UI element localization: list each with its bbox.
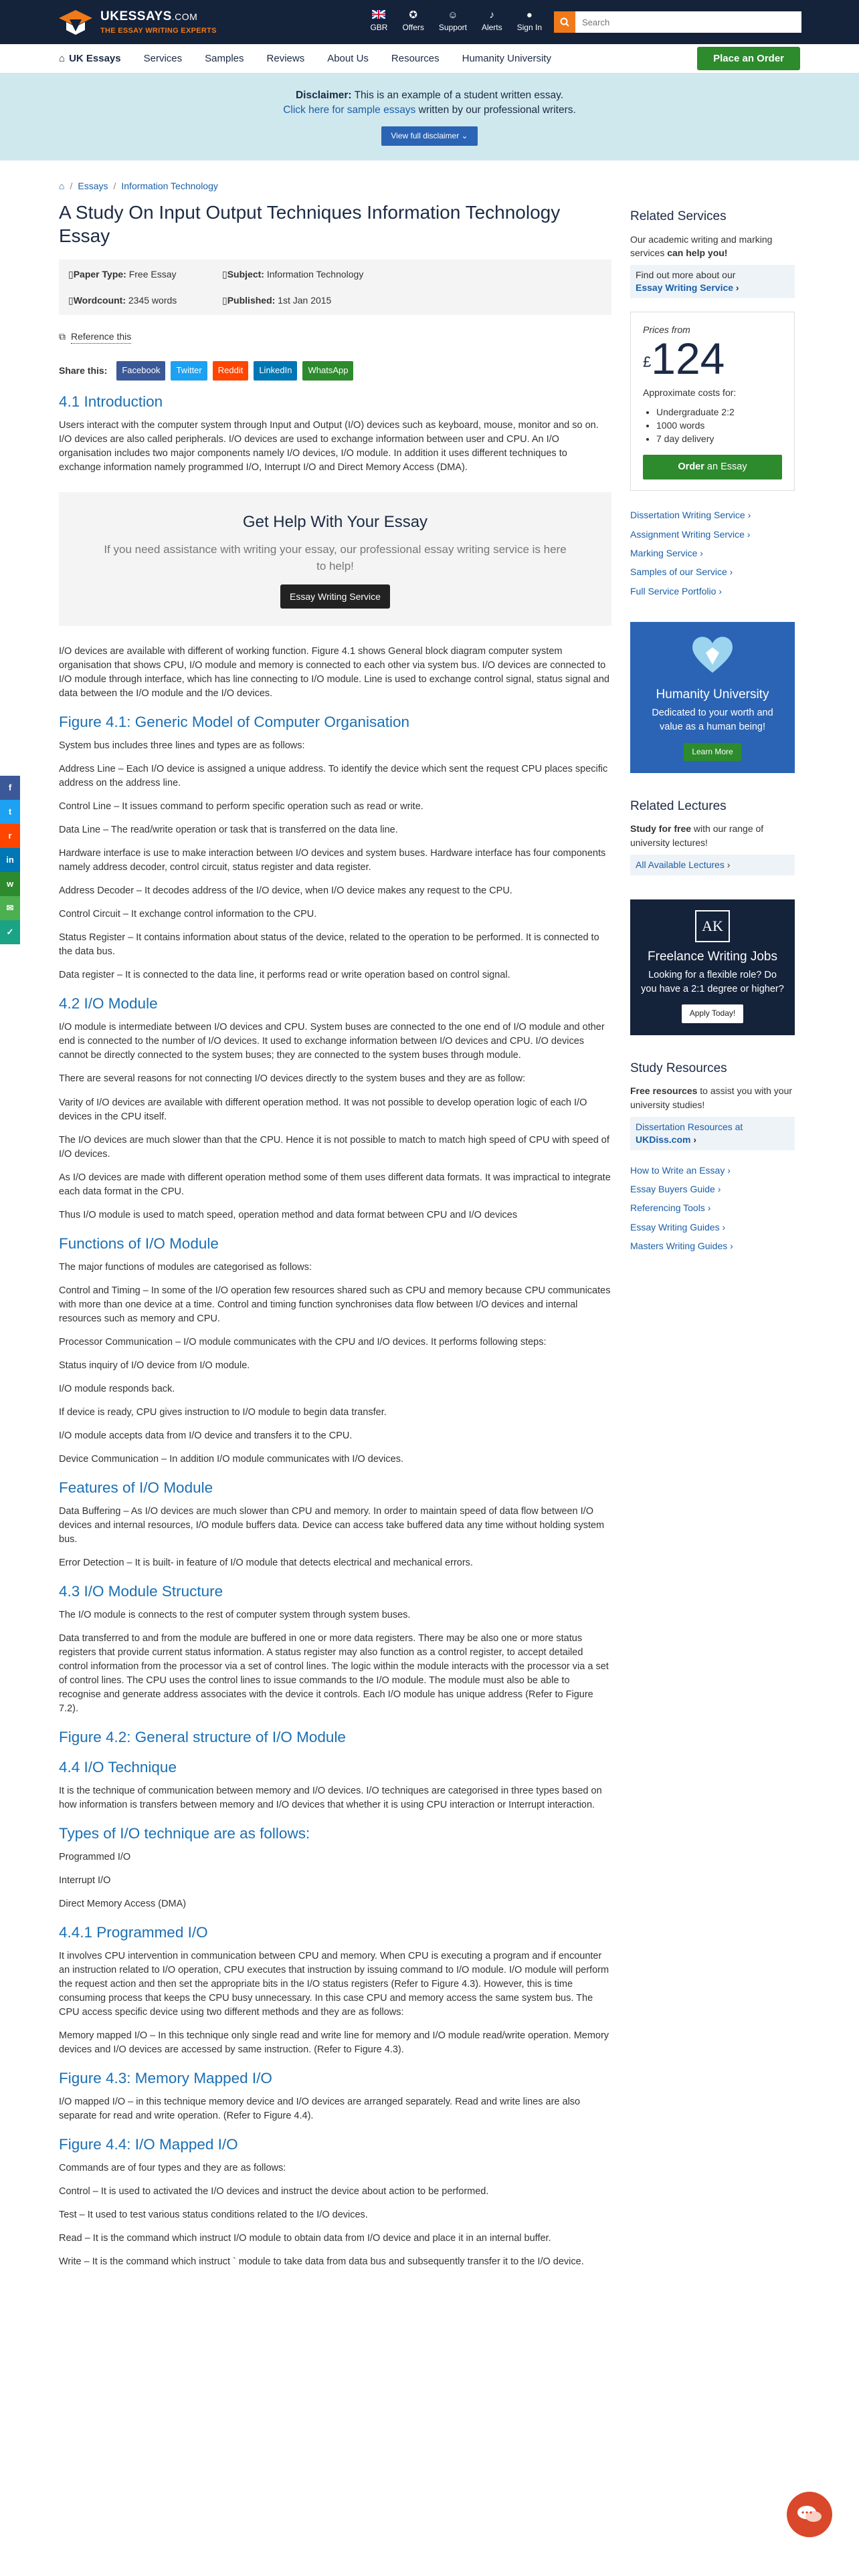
price-box	[630, 312, 795, 492]
study-text: to assist you with your university studies!	[630, 1085, 793, 1110]
doc-icon: ▯	[68, 269, 74, 280]
related-lectures-title: Related Lectures	[630, 798, 727, 813]
get-help-text: If you need assistance with writing your essay, our professional essay writing service is here to help!	[104, 542, 567, 573]
section-heading: Figure 4.1: Generic Model of Computer Organisation	[59, 714, 410, 731]
section-heading: Figure 4.3: Memory Mapped I/O	[59, 2070, 272, 2087]
link-masters-guides[interactable]: Masters Writing Guides ›	[630, 1240, 733, 1251]
nav-about[interactable]: About Us	[327, 52, 369, 64]
paragraph: Control Line – It issues command to perform specific operation such as read or write.	[59, 801, 423, 813]
disclaimer-banner	[0, 74, 859, 160]
paragraph: The I/O devices are much slower than that the CPU. Hence it is not possible to match to match high speed of CPU with speed of I/O devices.	[59, 1134, 609, 1160]
paper-type-label: Paper Type:	[73, 269, 126, 280]
section-heading: Figure 4.4: I/O Mapped I/O	[59, 2136, 238, 2153]
breadcrumb-home-icon[interactable]: ⌂	[59, 181, 65, 191]
ak-logo: AK	[695, 910, 730, 942]
article-body	[59, 393, 611, 2269]
section-heading: 4.3 I/O Module Structure	[59, 1582, 223, 1600]
content-wrap	[0, 179, 859, 2278]
lectures-text: with our range of university lectures!	[630, 823, 764, 848]
chat-icon	[796, 2504, 823, 2525]
learn-more-button[interactable]: Learn More	[684, 743, 741, 761]
section-heading: Functions of I/O Module	[59, 1235, 219, 1252]
get-help-box	[59, 492, 611, 626]
essay-meta	[59, 259, 611, 315]
paragraph: Memory mapped I/O – In this technique only single read and write line for memory and I/O module read/write operation. Memory devices and I/O devices are accessed by same instruction. (Refer to Figure 4.3).	[59, 2030, 609, 2056]
published-value: 1st Jan 2015	[275, 294, 332, 306]
region-label: GBR	[370, 23, 388, 33]
paragraph: Status Register – It contains information about status of the device, related to the operation to be performed. It is connected to the data bus.	[59, 932, 599, 958]
wordcount-label: Wordcount:	[73, 294, 126, 306]
order-word: Order	[678, 461, 704, 473]
hu-title: Humanity University	[656, 687, 769, 702]
share-reddit-button[interactable]: Reddit	[213, 361, 249, 381]
all-lectures-box[interactable]: All Available Lectures ›	[630, 855, 795, 875]
reference-label: Reference this	[71, 330, 131, 344]
nav-home-label: UK Essays	[69, 52, 121, 64]
link-marking-service[interactable]: Marking Service ›	[630, 548, 703, 559]
paragraph: Data transferred to and from the module are buffered in one or more data registers. There may be also one or more status registers that provide current status information. A status register may also function as a control register, to accept detailed control information from the processor via a set of control lines. The logic within the module interacts with the processor via a set of control lines. The CPU uses the control lines to issue commands to the I/O module. The module must also be able to recognise and generate address associates with the device it controls. Each I/O module has unique address (Refer to Figure 7.2).	[59, 1632, 609, 1714]
paragraph: It is the technique of communication between memory and I/O devices. I/O techniques are categorised in three types based on how information is transfers between memory and I/O devices that whether it is using CPU interaction or Interrupt interaction.	[59, 1785, 602, 1810]
bell-icon: ♪	[489, 9, 495, 21]
chat-button[interactable]	[787, 2492, 832, 2537]
section-heading: 4.1 Introduction	[59, 393, 163, 411]
diss-text[interactable]: Dissertation Resources at	[636, 1121, 743, 1132]
paragraph: As I/O devices are made with different operation method some of them uses different data formats. It was impractical to integrate each data format in the CPU.	[59, 1172, 611, 1197]
section-heading: 4.4 I/O Technique	[59, 1758, 177, 1776]
paragraph: I/O module is intermediate between I/O devices and CPU. System buses are connected to the one end of I/O module and other end is connected to the number of I/O devices. It used to exchange information between I/O devices and CPU. I/O devices cannot be directly connected to the system buses; they are connected to the system buses through module.	[59, 1022, 605, 1061]
breadcrumb: ⌂ / Essays / Information Technology	[59, 179, 611, 193]
nav-services[interactable]: Services	[143, 52, 183, 64]
all-lectures-link[interactable]: All Available Lectures	[636, 859, 725, 871]
fw-title: Freelance Writing Jobs	[648, 949, 777, 964]
paragraph: Control Circuit – It exchange control information to the CPU.	[59, 909, 317, 920]
nav-home[interactable]	[59, 51, 121, 66]
section-heading: Features of I/O Module	[59, 1479, 213, 1496]
article-main	[59, 179, 611, 2278]
rail-reddit-icon[interactable]: r	[0, 824, 20, 848]
alerts-button[interactable]	[482, 10, 502, 33]
link-how-to-write[interactable]: How to Write an Essay ›	[630, 1164, 731, 1176]
rail-email-icon[interactable]: ✉	[0, 896, 20, 920]
paragraph: Commands are of four types and they are as follows:	[59, 2163, 286, 2174]
subject-label: Subject:	[227, 269, 264, 280]
paragraph: Thus I/O module is used to match speed, operation method and data format between CPU and I/O devices	[59, 1209, 518, 1220]
price-list	[656, 405, 782, 446]
paragraph: The major functions of modules are categorised as follows:	[59, 1261, 312, 1273]
sign-in-label: Sign In	[516, 23, 542, 33]
page-title: A Study On Input Output Techniques Information Technology Essay	[59, 202, 561, 247]
link-buyers-guide[interactable]: Essay Buyers Guide ›	[630, 1184, 721, 1194]
nav-humanity[interactable]: Humanity University	[462, 52, 551, 64]
find-text: Find out more about our	[636, 270, 736, 281]
paragraph: Hardware interface is use to make interaction between I/O devices and system buses. Hardware interface has four components namely address decoder, control circuit, status register and data register.	[59, 848, 606, 873]
flag-icon	[372, 10, 385, 21]
share-linkedin-button[interactable]: LinkedIn	[254, 361, 297, 381]
apply-today-button[interactable]: Apply Today!	[682, 1004, 744, 1023]
paragraph: Write – It is the command which instruct ` module to take data from data bus and subsequently transfer it to the I/O device.	[59, 2256, 584, 2268]
paragraph: Control and Timing – In some of the I/O operation few resources shared such as CPU and memory because CPU communicates with more than one device at a time. Control and timing function synchronises data flow between I/O devices and internal resources such as memory and CPU.	[59, 1285, 611, 1324]
share-whatsapp-button[interactable]: WhatsApp	[302, 361, 353, 381]
rail-whatsapp-icon[interactable]: w	[0, 872, 20, 896]
approx-costs: Approximate costs for:	[643, 387, 737, 399]
paragraph: Data Line – The read/write operation or task that is transferred on the data line.	[59, 825, 398, 836]
breadcrumb-it[interactable]: Information Technology	[121, 181, 218, 191]
paragraph: Users interact with the computer system through Input and Output (I/O) devices such as keyboard, mouse, monitor and so on. I/O devices are also called peripherals. I/O devices are used to exchange information between user and CPU. An I/O organisation includes two major components namely I/O devices, I/O module. In addition it uses different techniques to exchange information namely programmed I/O, Interrupt I/O and Direct Memory Access (DMA).	[59, 420, 599, 473]
rail-twitter-icon[interactable]: t	[0, 800, 20, 824]
paragraph: There are several reasons for not connecting I/O devices directly to the system buses and they are as follow:	[59, 1073, 526, 1085]
published-label: Published:	[227, 294, 276, 306]
fw-text: Looking for a flexible role? Do you have a 2:1 degree or higher?	[641, 970, 784, 995]
order-rest: an Essay	[704, 461, 747, 473]
find-more-box[interactable]: Find out more about our Essay Writing Service ›	[630, 265, 795, 298]
paragraph: Test – It used to test various status conditions related to the I/O devices.	[59, 2210, 368, 2221]
paragraph: System bus includes three lines and types are as follows:	[59, 740, 305, 752]
paragraph: Programmed I/O	[59, 1851, 131, 1862]
alerts-label: Alerts	[481, 23, 502, 33]
section-heading: Types of I/O technique are as follows:	[59, 1824, 310, 1842]
paragraph: Address Line – Each I/O device is assigned a unique address. To identify the device which sent the request CPU places specific address on the address line.	[59, 764, 608, 789]
ukdiss-box[interactable]: Dissertation Resources at UKDiss.com ›	[630, 1117, 795, 1150]
main-nav	[0, 44, 859, 74]
view-disclaimer-label: View full disclaimer	[391, 130, 460, 140]
offers-label: Offers	[402, 23, 424, 33]
price-item: • 7 day delivery	[656, 432, 782, 445]
section-heading: 4.4.1 Programmed I/O	[59, 1924, 208, 1941]
rail-facebook-icon[interactable]: f	[0, 776, 20, 800]
section-heading: Figure 4.2: General structure of I/O Module	[59, 1728, 346, 1745]
search-icon[interactable]	[554, 11, 575, 33]
nav-reviews[interactable]: Reviews	[266, 52, 305, 64]
essay-writing-service-button[interactable]: Essay Writing Service	[280, 584, 390, 609]
section-heading: 4.2 I/O Module	[59, 995, 158, 1012]
search-input[interactable]	[575, 11, 801, 33]
paragraph: Data register – It is connected to the data line, it performs read or write operation based on control signal.	[59, 970, 510, 981]
view-disclaimer-button[interactable]	[381, 126, 477, 146]
sample-essays-link[interactable]: Click here for sample essays	[283, 104, 416, 116]
ukdiss-link[interactable]: UKDiss.com	[636, 1134, 691, 1145]
paragraph: It involves CPU intervention in communication between CPU and memory. When CPU is executing a program and if encounter an instruction related to I/O operation, CPU executes that instruction by issuing command to I/O module. I/O module will perform the request action and then set the appropriate bits in the I/O status registers (Refer to Figure 4.3). However, this is time consuming process that keeps the CPU busy unnecessary. In this case CPU and memory access the same system bus. The CPU access specific device using two different methods and they are as follows:	[59, 1951, 609, 2018]
study-bold: Free resources	[630, 1085, 698, 1097]
study-resources-title: Study Resources	[630, 1061, 727, 1075]
doc-icon: ▯	[222, 269, 227, 280]
heart-icon	[689, 633, 736, 675]
paragraph: I/O mapped I/O – in this technique memory device and I/O devices are arranged separately. Read and write lines are also separate for read and write operation. (Refer to Figure 4.4).	[59, 2097, 581, 2122]
paragraph: Processor Communication – I/O module communicates with the CPU and I/O devices. It performs following steps:	[59, 1336, 547, 1348]
paragraph: I/O module responds back.	[59, 1383, 175, 1394]
price-currency: £	[643, 353, 652, 370]
doc-icon: ▯	[222, 294, 227, 306]
paragraph: Status inquiry of I/O device from I/O module.	[59, 1360, 250, 1371]
support-label: Support	[438, 23, 467, 33]
sidebar	[630, 179, 795, 2278]
link-assignment-service[interactable]: Assignment Writing Service ›	[630, 528, 751, 540]
paragraph: Read – It is the command which instruct I/O module to obtain data from I/O device and place it in an internal buffer.	[59, 2233, 551, 2244]
logo[interactable]	[58, 7, 217, 37]
hu-text: Dedicated to your worth and value as a human being!	[652, 708, 773, 733]
paragraph: Direct Memory Access (DMA)	[59, 1899, 187, 1909]
paragraph: Varity of I/O devices are available with different operation method. It was not possible to develop operation logic of each I/O devices in the CPU itself.	[59, 1097, 587, 1122]
price-amount: 124	[651, 334, 725, 384]
paragraph: The I/O module is connects to the rest of computer system through system buses.	[59, 1609, 411, 1620]
copy-icon: ⧉	[59, 331, 66, 342]
paragraph: I/O devices are available with different of working function. Figure 4.1 shows General block diagram computer system organisation that shows CPU, I/O module and memory is connected to each other via system bus. I/O devices are connected to I/O module through interface, which has line connecting to I/O module. Line is used to exchange control signal, status signal and data between the I/O module and the I/O devices.	[59, 646, 609, 700]
paragraph: Control – It is used to activated the I/O devices and instruct the device about action to be performed.	[59, 2186, 489, 2197]
lectures-bold: Study for free	[630, 823, 692, 835]
order-essay-button[interactable]	[643, 455, 782, 479]
disclaimer-text2: written by our professional writers.	[415, 104, 576, 116]
breadcrumb-essays[interactable]: Essays	[78, 181, 108, 191]
nav-samples[interactable]: Samples	[205, 52, 244, 64]
share-label: Share this:	[59, 365, 108, 377]
share-facebook-button[interactable]: Facebook	[116, 361, 165, 381]
logo-tagline: THE ESSAY WRITING EXPERTS	[100, 26, 217, 35]
wordcount-value: 2345 words	[126, 294, 177, 306]
link-portfolio[interactable]: Full Service Portfolio ›	[630, 585, 722, 597]
link-samples[interactable]: Samples of our Service ›	[630, 566, 733, 578]
home-icon: ⌂	[59, 52, 66, 64]
related-services-title: Related Services	[630, 209, 727, 223]
paragraph: Interrupt I/O	[59, 1874, 111, 1886]
support-button[interactable]	[439, 10, 467, 33]
support-icon: ☺	[448, 9, 458, 21]
link-writing-guides[interactable]: Essay Writing Guides ›	[630, 1221, 726, 1232]
logo-suffix: .COM	[171, 11, 198, 23]
doc-icon: ▯	[68, 294, 74, 306]
sign-in-button[interactable]	[517, 10, 542, 33]
paragraph: Device Communication – In addition I/O module communicates with I/O devices.	[59, 1453, 403, 1465]
disclaimer-text: This is an example of a student written essay.	[351, 90, 564, 101]
share-twitter-button[interactable]: Twitter	[171, 361, 207, 381]
region-button[interactable]	[370, 10, 387, 33]
top-icons	[370, 10, 542, 33]
graduation-cap-icon	[58, 7, 94, 37]
related-bold: can help you!	[667, 247, 728, 258]
prices-from: Prices from	[643, 324, 690, 335]
link-referencing[interactable]: Referencing Tools ›	[630, 1202, 711, 1214]
freelance-card	[630, 899, 795, 1035]
paper-type-value: Free Essay	[126, 269, 177, 280]
humanity-university-card	[630, 622, 795, 773]
related-text: Our academic writing and marking services	[630, 233, 773, 258]
paragraph: Error Detection – It is built- in feature of I/O module that detects electrical and mechanical errors.	[59, 1557, 473, 1568]
search-box	[554, 11, 801, 33]
paragraph: I/O module accepts data from I/O device and transfers it to the CPU.	[59, 1430, 353, 1441]
essay-writing-service-link[interactable]: Essay Writing Service	[636, 282, 734, 294]
place-order-button[interactable]: Place an Order	[697, 47, 800, 71]
rail-bookmark-icon[interactable]: ✓	[0, 920, 20, 944]
disclaimer-bold: Disclaimer:	[295, 90, 352, 101]
rail-linkedin-icon[interactable]: in	[0, 848, 20, 872]
reference-this[interactable]	[59, 330, 611, 344]
offers-button[interactable]	[402, 10, 423, 33]
top-bar	[0, 0, 859, 44]
logo-main: UKESSAYS	[100, 9, 172, 24]
subject-value: Information Technology	[264, 269, 364, 280]
share-bar	[59, 361, 611, 381]
link-dissertation-service[interactable]: Dissertation Writing Service ›	[630, 510, 751, 521]
social-rail	[0, 776, 20, 944]
paragraph: Address Decoder – It decodes address of the I/O device, when I/O device makes any request to the CPU.	[59, 885, 512, 897]
chevron-down-icon: ⌄	[461, 130, 468, 140]
get-help-title: Get Help With Your Essay	[242, 513, 428, 532]
tag-icon: ✪	[409, 9, 417, 21]
user-icon: ●	[526, 9, 533, 21]
price-item: • 1000 words	[656, 419, 782, 432]
price-item: • Undergraduate 2:2	[656, 405, 782, 419]
paragraph: Data Buffering – As I/O devices are much slower than CPU and memory. In order to maintain speed of data flow between I/O devices and internal resources, I/O module buffers data. Device can access take buffered data any time without holding system bus.	[59, 1505, 605, 1545]
nav-resources[interactable]: Resources	[391, 52, 440, 64]
paragraph: If device is ready, CPU gives instruction to I/O module to begin data transfer.	[59, 1406, 387, 1418]
